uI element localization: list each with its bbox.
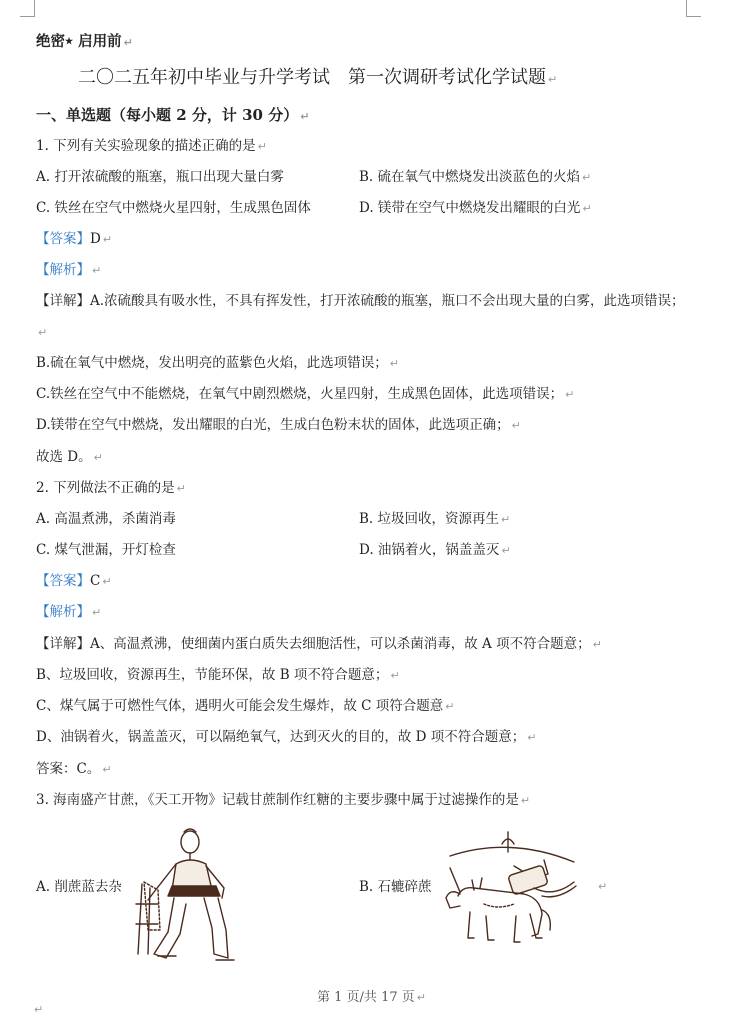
q2-detail-a: 【详解】A、高温煮沸，使细菌内蛋白质失去细胞活性，可以杀菌消毒，故 A 项不符合题意； ↵ xyxy=(36,636,602,652)
q1-option-b: B. 硫在氧气中燃烧发出淡蓝色的火焰 ↵ xyxy=(359,169,592,185)
q2-option-b: B. 垃圾回收，资源再生 ↵ xyxy=(359,511,511,527)
q3-option-a: A. 削蔗蓝去杂 xyxy=(36,879,122,895)
q1-analysis: 【解析】 ↵ xyxy=(36,262,102,278)
q1-option-c: C. 铁丝在空气中燃烧火星四射，生成黑色固体 xyxy=(36,200,311,216)
q1-detail-b: B.硫在氧气中燃烧，发出明亮的蓝紫色火焰，此选项错误； ↵ xyxy=(36,355,399,371)
q2-detail-b: B、垃圾回收，资源再生，节能环保，故 B 项不符合题意； ↵ xyxy=(36,667,400,683)
q1-stem: 1. 下列有关实验现象的描述正确的是 ↵ xyxy=(36,138,267,154)
q3-stem: 3. 海南盛产甘蔗，《天工开物》记载甘蔗制作红糖的主要步骤中属于过滤操作的是 ↵ xyxy=(36,792,531,808)
section-heading: 一、单选题（每小题 2 分，计 30 分） ↵ xyxy=(36,106,310,124)
q1-option-d: D. 镁带在空气中燃烧发出耀眼的白光 ↵ xyxy=(359,200,592,216)
q2-analysis: 【解析】 ↵ xyxy=(36,604,102,620)
worker-illustration xyxy=(134,824,252,970)
page-footer: 第 1 页/共 17 页 ↵ xyxy=(317,990,426,1005)
ox-mill-illustration xyxy=(430,830,580,960)
q1-detail-d: D.镁带在空气中燃烧，发出耀眼的白光，生成白色粉末状的固体，此选项正确； ↵ xyxy=(36,417,521,433)
crop-mark-top-left xyxy=(20,0,35,17)
q2-answer: 【答案】C ↵ xyxy=(36,573,112,589)
q1-conclusion: 故选 D。 ↵ xyxy=(36,449,103,465)
q1-answer: 【答案】D ↵ xyxy=(36,231,113,247)
q2-detail-c: C、煤气属于可燃性气体，遇明火可能会发生爆炸，故 C 项符合题意 ↵ xyxy=(36,698,455,714)
exam-title: 二〇二五年初中毕业与升学考试 第一次调研考试化学试题 ↵ xyxy=(78,67,558,88)
q1-detail-c: C.铁丝在空气中不能燃烧，在氧气中剧烈燃烧，火星四射，生成黑色固体，此选项错误； ↵ xyxy=(36,386,575,402)
q1-detail-a: 【详解】A.浓硫酸具有吸水性，不具有挥发性，打开浓硫酸的瓶塞，瓶口不会出现大量的白雾，此选项错误；↵ xyxy=(36,293,685,339)
q1-option-a: A. 打开浓硫酸的瓶塞，瓶口出现大量白雾 xyxy=(36,169,284,185)
q2-option-d: D. 油锅着火，锅盖盖灭 ↵ xyxy=(359,542,511,558)
bottom-paragraph-mark: ↵ xyxy=(34,1003,44,1016)
q2-conclusion: 答案：C。 ↵ xyxy=(36,761,112,777)
q2-option-c: C. 煤气泄漏，开灯检查 xyxy=(36,542,176,558)
q2-option-a: A. 高温煮沸，杀菌消毒 xyxy=(36,511,176,527)
crop-mark-top-right xyxy=(686,0,701,17)
q2-stem: 2. 下列做法不正确的是 ↵ xyxy=(36,480,186,496)
secret-label: 绝密★ 启用前 ↵ xyxy=(36,33,133,50)
q2-detail-d: D、油锅着火，锅盖盖灭，可以隔绝氧气，达到灭火的目的，故 D 项不符合题意； ↵ xyxy=(36,729,537,745)
q3-paragraph-mark: ↵ xyxy=(598,880,608,893)
q3-option-b: B. 石辘碎蔗 xyxy=(359,879,432,895)
